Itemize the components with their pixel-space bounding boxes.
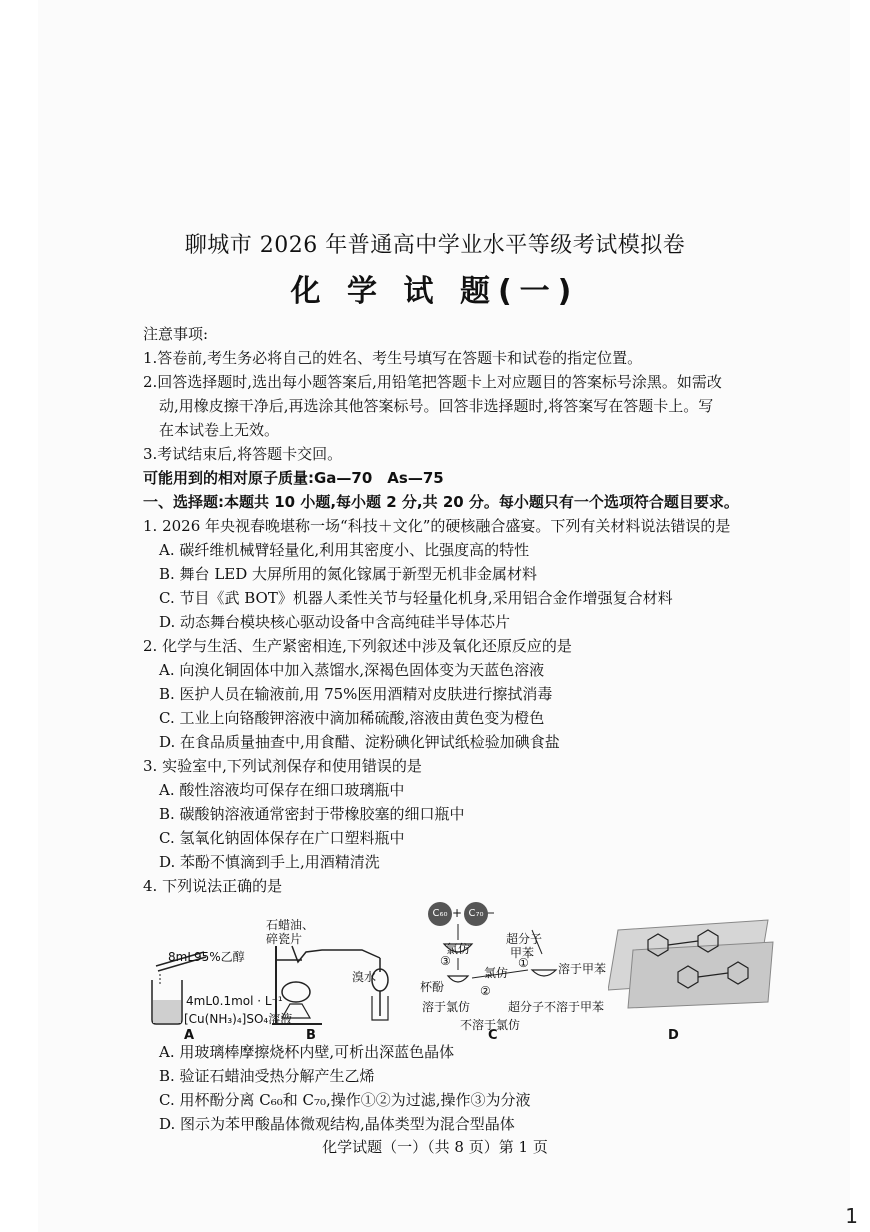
figure-c-dissolve-chloroform: 溶于氯仿	[422, 1000, 471, 1014]
exam-title: 聊城市 2026 年普通高中学业水平等级考试模拟卷	[184, 233, 686, 258]
figure-c-letter: C	[488, 1028, 498, 1043]
figure-c	[410, 900, 610, 1030]
q2-option-a: A. 向溴化铜固体中加入蒸馏水,深褐色固体变为天蓝色溶液	[159, 661, 545, 679]
figure-c-calixarene: 杯酚	[420, 980, 445, 994]
c60-ball: C₆₀	[428, 902, 452, 926]
notice-item-3: 3.考试结束后,将答题卡交回。	[143, 445, 343, 463]
q2-option-b: B. 医护人员在输液前,用 75%医用酒精对皮肤进行擦拭消毒	[159, 685, 553, 703]
q3-option-b: B. 碳酸钠溶液通常密封于带橡胶塞的细口瓶中	[159, 805, 465, 823]
q3-option-a: A. 酸性溶液均可保存在细口玻璃瓶中	[159, 781, 405, 799]
exam-subtitle: 化 学 试 题(一)	[290, 274, 580, 309]
notice-item-1: 1.答卷前,考生务必将自己的姓名、考生号填写在答题卡和试卷的指定位置。	[143, 349, 643, 367]
figure-c-supra-insoluble: 超分子不溶于甲苯	[508, 1000, 605, 1014]
q1-option-d: D. 动态舞台模块核心驱动设备中含高纯硅半导体芯片	[159, 613, 511, 631]
c70-ball: C₇₀	[464, 902, 488, 926]
figure-c-insoluble-chloroform: 不溶于氯仿	[460, 1018, 521, 1032]
figure-b-letter: B	[306, 1028, 316, 1043]
figure-b-label-bromine: 溴水	[352, 970, 377, 984]
q4-option-b: B. 验证石蜡油受热分解产生乙烯	[159, 1067, 375, 1085]
q4-option-a: A. 用玻璃棒摩擦烧杯内壁,可析出深蓝色晶体	[159, 1043, 455, 1061]
figure-d	[608, 910, 778, 1010]
q3-option-c: C. 氢氧化钠固体保存在广口塑料瓶中	[159, 829, 405, 847]
q2-stem: 2. 化学与生活、生产紧密相连,下列叙述中涉及氧化还原反应的是	[143, 637, 572, 655]
q1-stem: 1. 2026 年央视春晚堪称一场“科技＋文化”的硬核融合盛宴。下列有关材料说法错误的是	[143, 517, 731, 535]
figure-c-toluene: 甲苯	[510, 946, 535, 960]
q4-option-c: C. 用杯酚分离 C₆₀和 C₇₀,操作①②为过滤,操作③为分液	[159, 1091, 531, 1109]
figure-c-step-1: ①	[518, 956, 529, 970]
figure-c-chloroform-2: 氯仿	[484, 966, 509, 980]
figure-b	[262, 916, 402, 1028]
q2-option-c: C. 工业上向铬酸钾溶液中滴加稀硫酸,溶液由黄色变为橙色	[159, 709, 545, 727]
page-footer: 化学试题（一）（共 8 页）第 1 页	[322, 1138, 548, 1156]
notice-item-2b: 动,用橡皮擦干净后,再选涂其他答案标号。回答非选择题时,将答案写在答题卡上。写	[159, 397, 714, 415]
figure-a-letter: A	[184, 1028, 195, 1043]
section-1-heading: 一、选择题:本题共 10 小题,每小题 2 分,共 20 分。每小题只有一个选项符合题目要求。	[143, 493, 739, 511]
figure-c-chloroform-1: 氯仿	[446, 942, 471, 956]
figure-d-crystal-structure	[608, 910, 778, 1010]
q1-option-a: A. 碳纤维机械臂轻量化,利用其密度小、比强度高的特性	[159, 541, 530, 559]
figure-b-label-chips: 碎瓷片	[266, 932, 303, 946]
notice-item-2c: 在本试卷上无效。	[159, 421, 280, 439]
figure-c-plus: +	[452, 906, 463, 920]
q4-option-d: D. 图示为苯甲酸晶体微观结构,晶体类型为混合型晶体	[159, 1115, 515, 1133]
q1-option-c: C. 节目《武 BOT》机器人柔性关节与轻量化机身,采用铝合金作增强复合材料	[159, 589, 673, 607]
figure-c-step-2: ②	[480, 984, 491, 998]
figure-c-step-3: ③	[440, 954, 451, 968]
figure-c-supramolecule: 超分子	[506, 932, 543, 946]
notice-item-2a: 2.回答选择题时,选出每小题答案后,用铅笔把答题卡上对应题目的答案标号涂黑。如需改	[143, 373, 722, 391]
figure-a-label-ethanol: 8mL95%乙醇	[168, 950, 245, 964]
figure-a-label-solution: [Cu(NH₃)₄]SO₄溶液	[184, 1012, 293, 1026]
figure-d-letter: D	[668, 1028, 679, 1043]
q3-stem: 3. 实验室中,下列试剂保存和使用错误的是	[143, 757, 422, 775]
q1-option-b: B. 舞台 LED 大屏所用的氮化镓属于新型无机非金属材料	[159, 565, 538, 583]
page-number: 1	[845, 1204, 858, 1228]
q3-option-d: D. 苯酚不慎滴到手上,用酒精清洗	[159, 853, 380, 871]
atomic-mass-line: 可能用到的相对原子质量:Ga—70 As—75	[143, 469, 444, 487]
notice-heading: 注意事项:	[143, 325, 209, 343]
figure-b-label-paraffin: 石蜡油、	[266, 918, 315, 932]
figure-a-label-conc: 4mL0.1mol · L⁻¹	[186, 994, 283, 1008]
q2-option-d: D. 在食品质量抽查中,用食醋、淀粉碘化钾试纸检验加碘食盐	[159, 733, 560, 751]
figure-c-dissolve-toluene: 溶于甲苯	[558, 962, 607, 976]
q4-stem: 4. 下列说法正确的是	[143, 877, 283, 895]
